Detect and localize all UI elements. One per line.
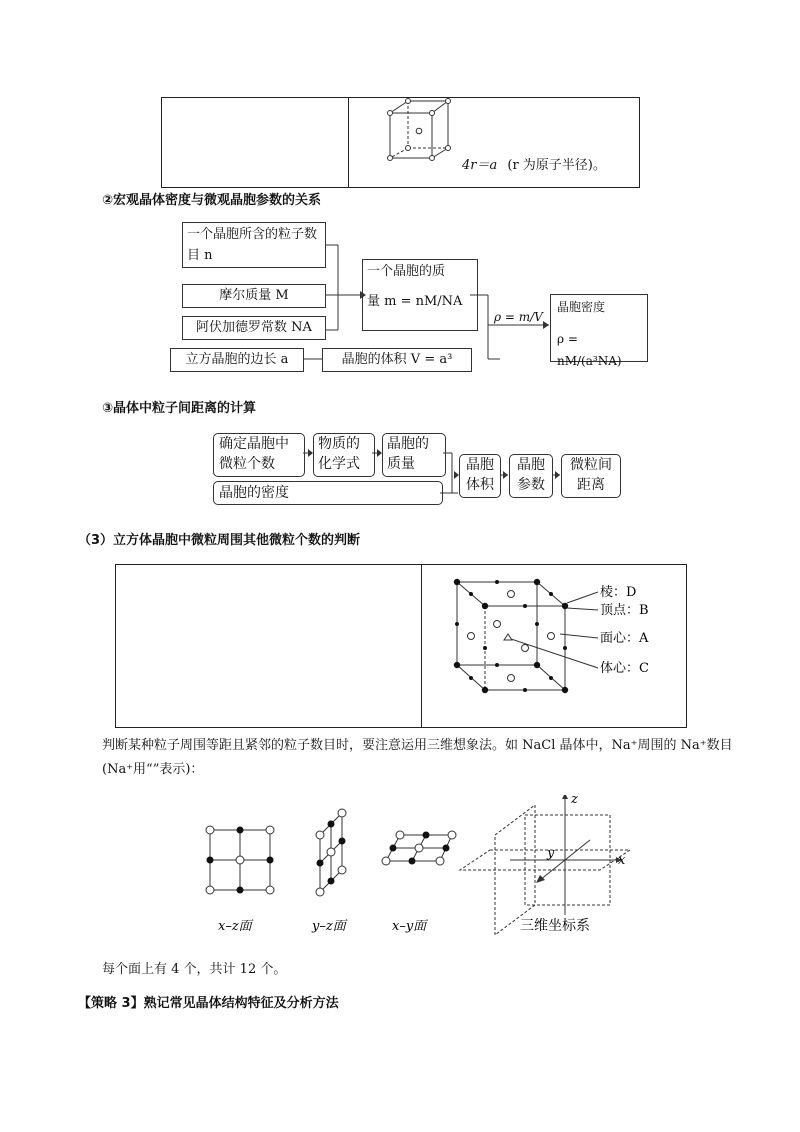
bcc-cube-diagram bbox=[382, 98, 462, 168]
top-table bbox=[161, 97, 640, 188]
box-particle-distance: 微粒间距离 bbox=[561, 454, 621, 498]
neighbor-paragraph: 判断某种粒子周围等距且紧邻的粒子数目时，要注意运用三维想象法。如 NaCl 晶体中，Na⁺周围的 Na⁺数目(Na⁺用“”表示)： bbox=[102, 738, 733, 777]
cube-table-divider bbox=[421, 565, 422, 727]
radius-note: (r 为原子半径)。 bbox=[507, 158, 606, 173]
box-count-particles: 确定晶胞中微粒个数 bbox=[213, 433, 305, 477]
box-cell-mass: 一个晶胞的质 量 m = nM/NA bbox=[362, 259, 478, 331]
box-molar-mass: 摩尔质量 M bbox=[182, 284, 326, 308]
label-edge: 棱：D bbox=[600, 585, 637, 600]
section-density-heading: ②宏观晶体密度与微观晶胞参数的关系 bbox=[102, 193, 322, 208]
yz-plane-diagram bbox=[316, 809, 346, 896]
box-cell-mass-2: 晶胞的质量 bbox=[382, 433, 446, 477]
box-cell-parameter: 晶胞参数 bbox=[509, 454, 553, 498]
strategy-heading: 【策略 3】熟记常见晶体结构特征及分析方法 bbox=[78, 996, 339, 1011]
cube-position-diagram bbox=[440, 570, 680, 720]
axis-y: y bbox=[547, 846, 555, 861]
top-table-divider bbox=[348, 98, 349, 187]
section-distance-heading: ③晶体中粒子间距离的计算 bbox=[102, 401, 257, 416]
neighbor-summary: 每个面上有 4 个，共计 12 个。 bbox=[102, 962, 287, 977]
coordinate-system-diagram bbox=[460, 795, 630, 935]
axis-z: z bbox=[571, 795, 578, 807]
caption-3d: 三维坐标系 bbox=[520, 918, 590, 934]
label-body-center: 体心：C bbox=[600, 661, 649, 676]
xz-plane-diagram bbox=[206, 826, 274, 894]
top-table-formula-row bbox=[462, 154, 606, 173]
box-avogadro: 阿伏加德罗常数 NA bbox=[182, 316, 326, 340]
radius-formula: 4r＝a bbox=[462, 158, 498, 173]
box-cell-density: 晶胞密度 ρ = nM/(a³NA) bbox=[550, 294, 648, 362]
box-cube-edge: 立方晶胞的边长 a bbox=[170, 348, 304, 372]
box-cell-volume: 晶胞的体积 V = a³ bbox=[322, 348, 472, 372]
box-particle-count: 一个晶胞所含的粒子数目 n bbox=[182, 222, 326, 268]
caption-xy: x–y面 bbox=[392, 919, 427, 934]
section-neighbor-heading: （3）立方体晶胞中微粒周围其他微粒个数的判断 bbox=[78, 533, 361, 548]
box-cell-density-2: 晶胞的密度 bbox=[213, 481, 443, 505]
caption-xz: x–z面 bbox=[218, 919, 252, 934]
xy-plane-diagram bbox=[382, 831, 456, 865]
label-face-center: 面心：A bbox=[600, 631, 649, 646]
box-cell-volume-2: 晶胞体积 bbox=[459, 454, 501, 498]
label-vertex: 顶点：B bbox=[600, 603, 649, 618]
box-chemical-formula: 物质的化学式 bbox=[313, 433, 375, 477]
axis-x: x bbox=[618, 853, 626, 868]
plane-diagrams bbox=[190, 795, 650, 945]
density-relation-label: ρ = m/V bbox=[494, 310, 543, 324]
caption-yz: y–z面 bbox=[312, 919, 346, 934]
